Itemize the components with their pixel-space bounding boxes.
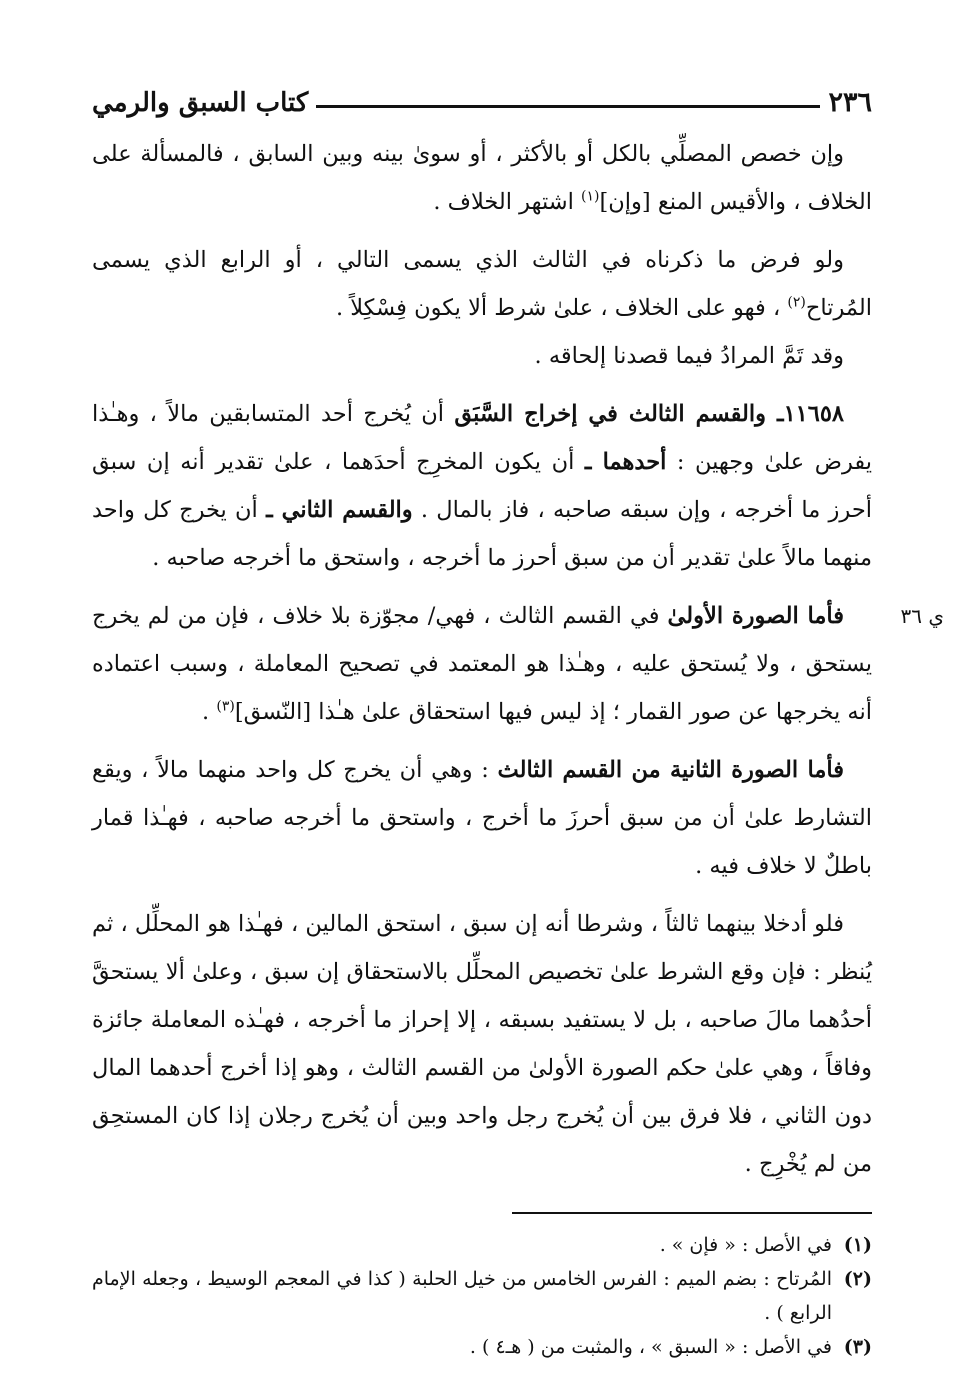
footnote-item	[92, 1262, 872, 1330]
page-number: ٢٣٦	[828, 87, 872, 118]
paragraph-7	[92, 900, 872, 1188]
paragraph-text: أن يُخرج أحد المتسابقين مالاً ، وهـٰذا يفرض علىٰ وجهين :	[92, 401, 873, 475]
footnote-number: (٢)	[843, 1268, 872, 1290]
manuscript-margin-note: ي ٣٦	[900, 604, 944, 628]
footnote-item	[92, 1228, 872, 1262]
header-rule	[316, 105, 820, 108]
paragraph-text: : وهي أن يخرج كل واحد منهما مالاً ، ويقع التشارط علىٰ أن من سبق أحرزَ ما أخرج ، واستحق ما أخرجه صاحبه ، فهـٰذا قمار باطلٌ لا خلاف فيه .	[92, 757, 872, 879]
body-text	[92, 130, 944, 1188]
term-heading: والقسم الثاني ـ	[266, 497, 413, 523]
paragraph-text: فلو أدخلا بينهما ثالثاً ، وشرطا أنه إن سبق ، استحق المالين ، فهـٰذا هو المحلِّل ، ثم يُنظر : فإن وقع الشرط علىٰ تخصيص المحلِّل بالاستحقاق إن سبق ، وعلىٰ ألا يستحقَّ أحدُهما مالَ صاحبه ، بل لا يستفيد بسبقه ، إلا إحراز ما أخرجه ، فهـٰذه المعاملة جائزة وفاقاً ، وهي علىٰ حكم الصورة الأولىٰ من القسم الثالث ، وهو إذا أخرج أحدهما المال دون الثاني ، فلا فرق بين أن يُخرج رجل واحد وبين أن يُخرج رجلان إذا كان المستحِق من لم يُخْرِج .	[92, 911, 872, 1177]
paragraph-text: ولو فرض ما ذكرناه في الثالث الذي يسمى التالي ، أو الرابع الذي يسمى المُرتاح	[92, 247, 872, 321]
paragraph-text: وإن خصص المصلِّي بالكل أو بالأكثر ، أو سوىٰ بينه وبين السابق ، فالمسألة على الخلاف ، والأقيس المنع [وإن]	[92, 141, 872, 215]
footnote-separator	[512, 1212, 872, 1214]
paragraph-text: أن يكون المخرِج أحدَهما ، علىٰ تقدير أنه إن سبق أحرز ما أخرجه ، وإن سبقه صاحبه ، فاز بالمال .	[92, 449, 872, 523]
term-heading: فأما الصورة الأولىٰ	[667, 603, 844, 629]
paragraph-text: وقد تَمَّ المرادُ فيما قصدنا إلحاقه .	[534, 343, 844, 369]
footnote-ref: (١)	[581, 188, 600, 205]
page-header	[92, 72, 872, 118]
footnote-ref: (٢)	[787, 294, 806, 311]
term-heading: أحدهما ـ	[584, 449, 667, 475]
footnote-ref: (٣)	[216, 698, 235, 715]
paragraph-text: ، فهو على الخلاف ، علىٰ شرط ألا يكون فِسْكِلاً .	[335, 295, 788, 321]
footnote-number: (١)	[843, 1234, 872, 1256]
section-heading: ١١٦٥٨ـ والقسم الثالث في إخراج السَّبَق	[454, 401, 845, 427]
page	[92, 72, 944, 1358]
paragraph-4	[92, 390, 872, 582]
footnote-text: في الأصل : « السبق » ، والمثبت من ( هـ٤ ) .	[469, 1336, 832, 1358]
footnote-item	[92, 1330, 872, 1364]
footnote-text: في الأصل : « فإن » .	[659, 1234, 832, 1256]
paragraph-1	[92, 130, 872, 226]
paragraph-6	[92, 746, 872, 890]
paragraph-5	[92, 592, 944, 736]
paragraph-text: اشتهر الخلاف .	[433, 189, 582, 215]
paragraph-2	[92, 236, 872, 332]
footnote-number: (٣)	[843, 1336, 872, 1358]
paragraph-3	[92, 332, 872, 380]
paragraph-text: في القسم الثالث ، فهي/ مجوّزة بلا خلاف ، فإن من لم يخرج يستحق ، ولا يُستحق عليه ، وهـٰذا هو المعتمد في تصحيح المعاملة ، وسبب اعتماده أنه يخرجها عن صور القمار ؛ إذ ليس فيها استحقاق علىٰ هـٰذا [النّسق]	[92, 603, 872, 725]
footnote-text: المُرتاح : بضم الميم : الفرس الخامس من خيل الحلبة ( كذا في المعجم الوسيط ، وجعله الإمام الرابع ) .	[92, 1268, 832, 1324]
book-title: كتاب السبق والرمي	[92, 88, 309, 118]
term-heading: فأما الصورة الثانية من القسم الثالث	[497, 757, 844, 783]
paragraph-text: .	[202, 699, 217, 725]
footnotes	[92, 1228, 872, 1364]
paragraph-text: أن يخرج كل واحد منهما مالاً علىٰ تقدير أن من سبق أحرز ما أخرجه ، واستحق ما أخرجه صاحبه .	[92, 497, 872, 571]
